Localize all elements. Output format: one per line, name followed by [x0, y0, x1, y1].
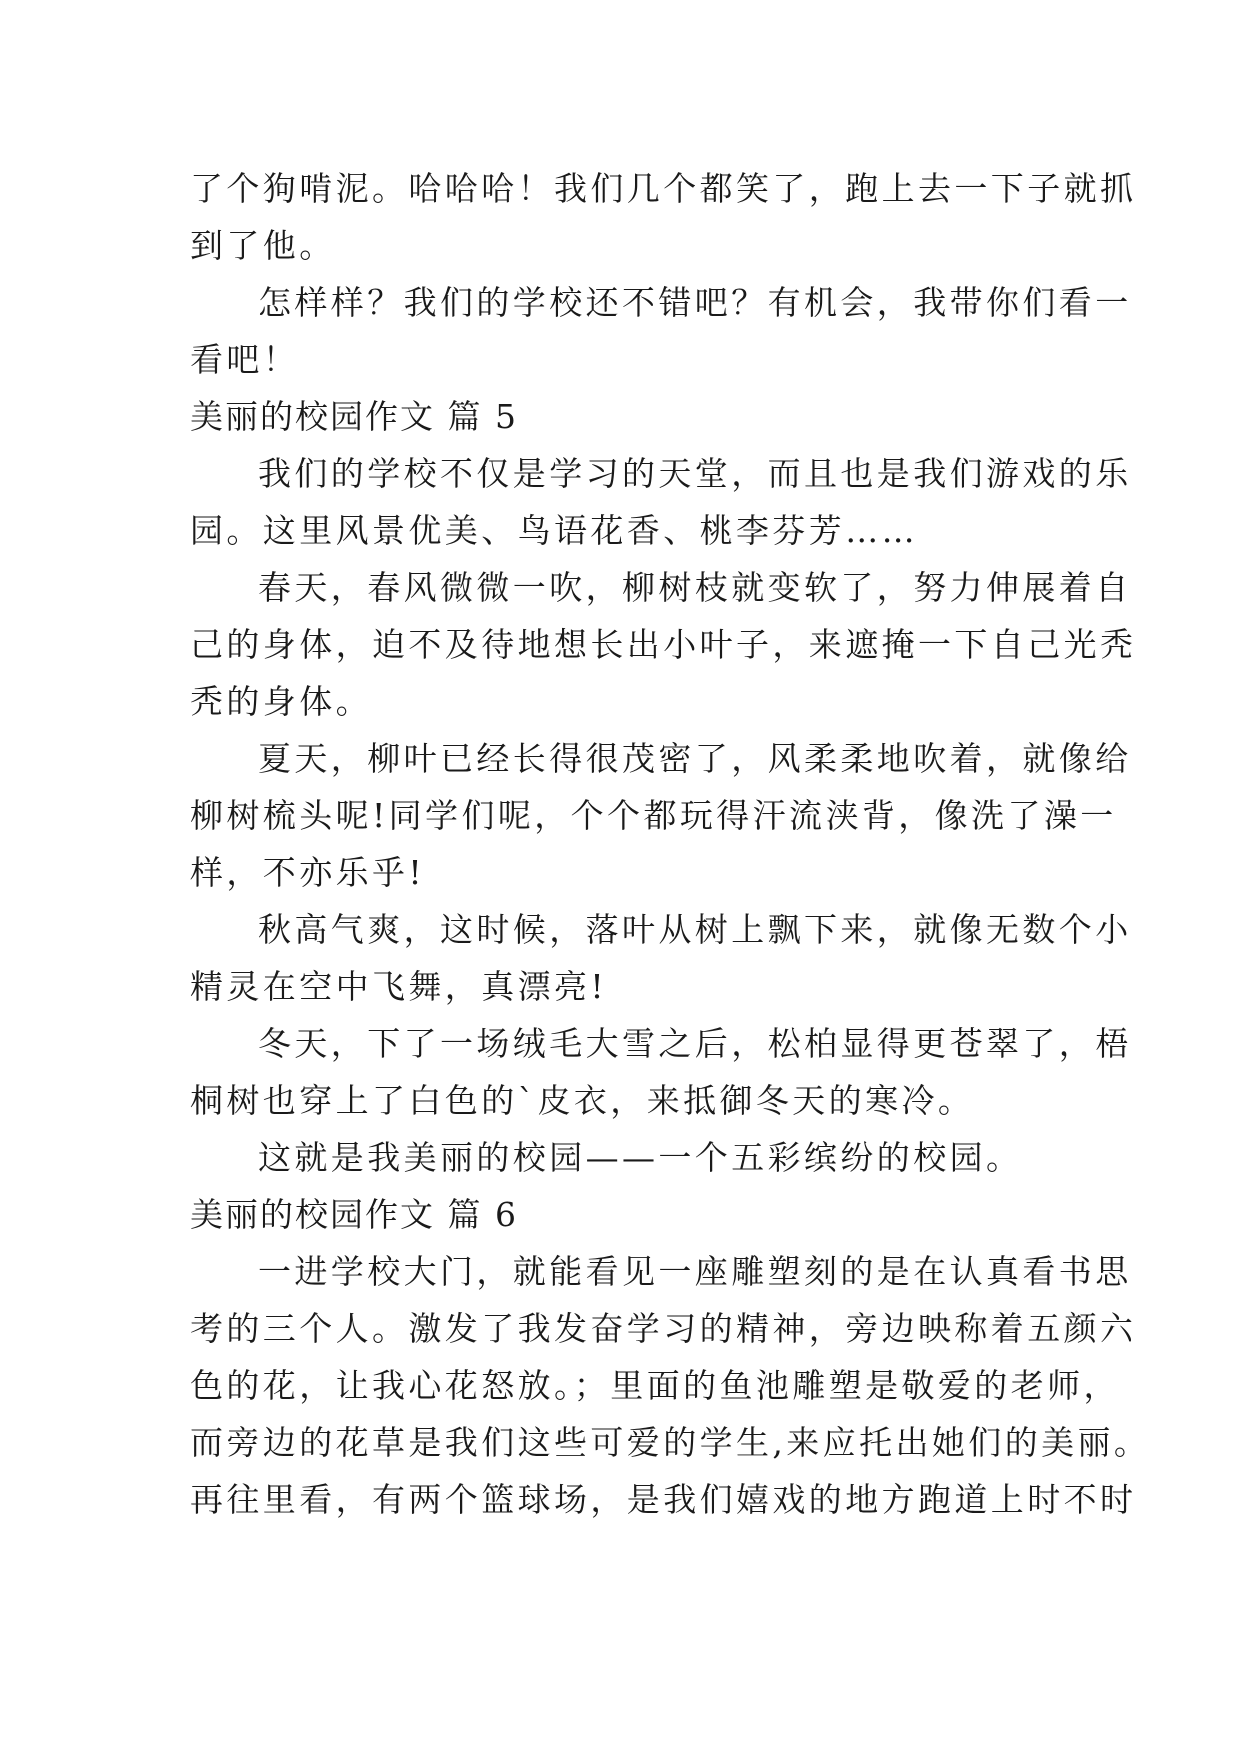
text-line: 而旁边的花草是我们这些可爱的学生,来应托出她们的美丽。: [190, 1423, 1151, 1462]
paragraph-first-line: 一进学校大门，就能看见一座雕塑刻的是在认真看书思: [258, 1252, 1132, 1291]
document-body: [190, 160, 1151, 1528]
paragraph-first-line: 夏天，柳叶已经长得很茂密了，风柔柔地吹着，就像给: [258, 739, 1132, 778]
text-line: 再往里看，有两个篮球场，是我们嬉戏的地方跑道上时不时: [190, 1480, 1137, 1519]
paragraph-first-line: 春天，春风微微一吹，柳树枝就变软了，努力伸展着自: [258, 568, 1132, 607]
paragraph-first-line: 冬天，下了一场绒毛大雪之后，松柏显得更苍翠了，梧: [258, 1024, 1132, 1063]
text-line: 到了他。: [190, 226, 336, 265]
section-heading: 美丽的校园作文 篇 6: [190, 1195, 518, 1234]
text-line: 色的花，让我心花怒放。；里面的鱼池雕塑是敬爱的老师，: [190, 1366, 1120, 1405]
text-line: 看吧！: [190, 340, 300, 379]
text-line: 考的三个人。激发了我发奋学习的精神，旁边映称着五颜六: [190, 1309, 1137, 1348]
paragraph-first-line: 这就是我美丽的校园——一个五彩缤纷的校园。: [258, 1138, 1023, 1177]
paragraph-first-line: 怎样样？我们的学校还不错吧？有机会，我带你们看一: [258, 283, 1132, 322]
paragraph-first-line: 秋高气爽，这时候，落叶从树上飘下来，就像无数个小: [258, 910, 1132, 949]
text-line: 园。这里风景优美、鸟语花香、桃李芬芳……: [190, 511, 918, 550]
text-line: 桐树也穿上了白色的`皮衣，来抵御冬天的寒冷。: [190, 1081, 975, 1120]
paragraph-first-line: 我们的学校不仅是学习的天堂，而且也是我们游戏的乐: [258, 454, 1132, 493]
section-heading: 美丽的校园作文 篇 5: [190, 397, 518, 436]
text-line: 柳树梳头呢!同学们呢，个个都玩得汗流浃背，像洗了澡一: [190, 796, 1117, 835]
text-line: 了个狗啃泥。哈哈哈！我们几个都笑了，跑上去一下子就抓: [190, 169, 1137, 208]
text-line: 己的身体，迫不及待地想长出小叶子，来遮掩一下自己光秃: [190, 625, 1137, 664]
text-line: 样，不亦乐乎!: [190, 853, 426, 892]
text-line: 精灵在空中飞舞，真漂亮!: [190, 967, 608, 1006]
text-line: 秃的身体。: [190, 682, 372, 721]
